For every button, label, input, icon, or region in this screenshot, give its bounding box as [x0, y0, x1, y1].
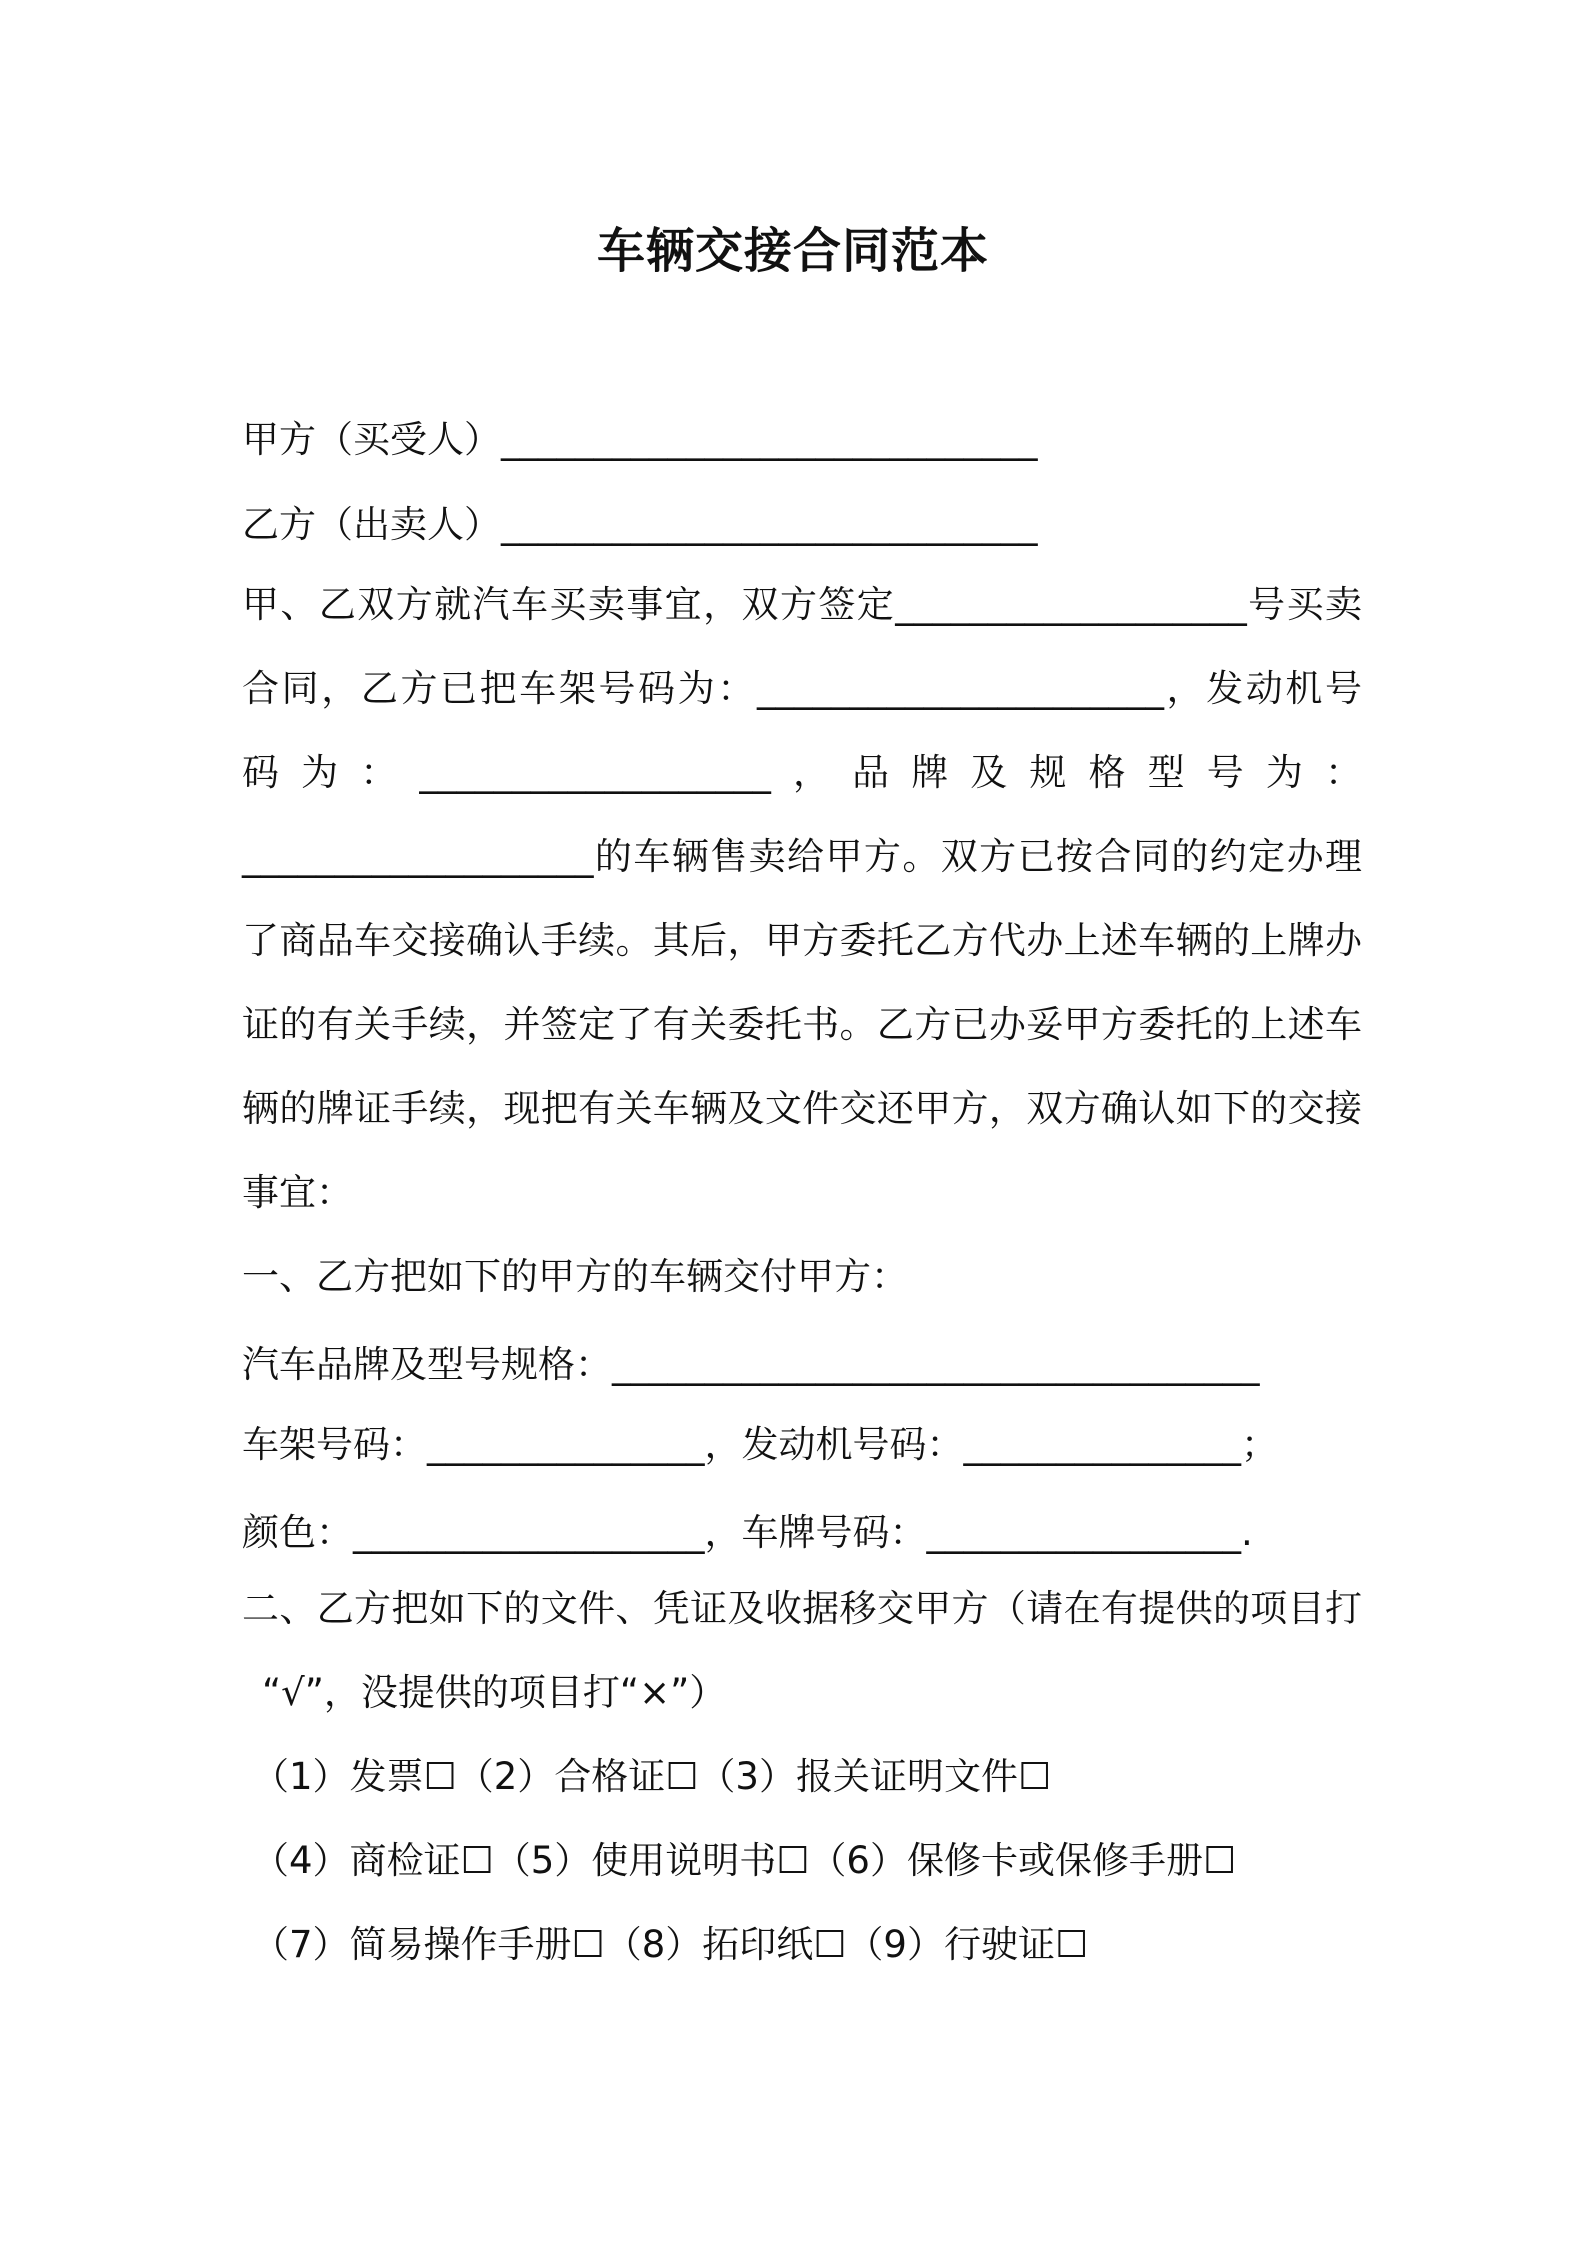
checklist-row-1: （1）发票☐（2）合格证☐（3）报关证明文件☐	[252, 1755, 1052, 1798]
buyer-line: 甲方（买受人）_____________________________	[242, 418, 1038, 461]
section-two-heading: 二、乙方把如下的文件、凭证及收据移交甲方（请在有提供的项目打	[242, 1587, 1362, 1630]
paragraph-line-4: ___________________的车辆售卖给甲方。双方已按合同的约定办理	[242, 835, 1362, 878]
chassis-engine-field: 车架号码：_______________，发动机号码：_______________；	[242, 1423, 1278, 1466]
document-title: 车辆交接合同范本	[596, 223, 989, 279]
paragraph-line-8: 事宜：	[242, 1171, 353, 1214]
paragraph-line-6: 证的有关手续，并签定了有关委托书。乙方已办妥甲方委托的上述车	[242, 1003, 1362, 1046]
paragraph-line-2: 合同，乙方已把车架号码为：______________________，发动机号	[242, 667, 1362, 710]
section-two-note: “√”，没提供的项目打“×”）	[262, 1671, 727, 1714]
paragraph-line-1: 甲、乙双方就汽车买卖事宜，双方签定___________________号买卖	[242, 583, 1362, 626]
paragraph-line-7: 辆的牌证手续，现把有关车辆及文件交还甲方，双方确认如下的交接	[242, 1087, 1362, 1130]
brand-model-field: 汽车品牌及型号规格：___________________________________	[242, 1343, 1260, 1386]
paragraph-line-5: 了商品车交接确认手续。其后，甲方委托乙方代办上述车辆的上牌办	[242, 919, 1362, 962]
checklist-row-3: （7）简易操作手册☐（8）拓印纸☐（9）行驶证☐	[252, 1923, 1089, 1966]
seller-line: 乙方（出卖人）_____________________________	[242, 503, 1038, 546]
checklist-row-2: （4）商检证☐（5）使用说明书☐（6）保修卡或保修手册☐	[252, 1839, 1237, 1882]
section-one-heading: 一、乙方把如下的甲方的车辆交付甲方：	[242, 1255, 908, 1298]
paragraph-line-3: 码为：___________________，品牌及规格型号为：	[242, 751, 1362, 794]
color-plate-field: 颜色：___________________，车牌号码：_________________.	[242, 1511, 1253, 1554]
